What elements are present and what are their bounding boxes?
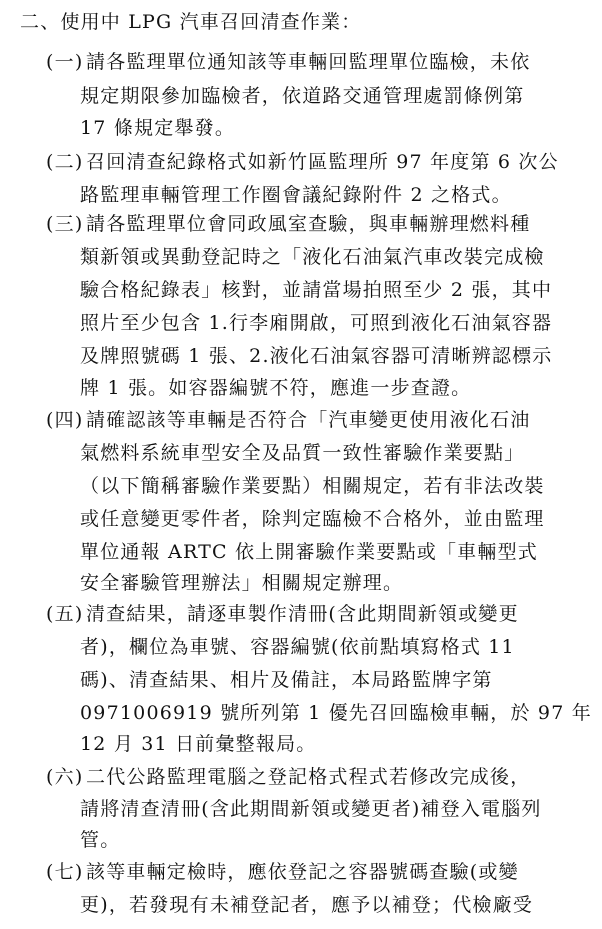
- item-6-line-3: 管。: [80, 829, 121, 851]
- item-7-line-1: 該等車輛定檢時，應依登記之容器號碼查驗(或變: [86, 861, 519, 883]
- item-label-5: (五): [46, 603, 84, 625]
- item-5-line-1: 清查結果，請逐車製作清冊(含此期間新領或變更: [86, 603, 519, 625]
- item-1-line-1: 請各監理單位通知該等車輛回監理單位臨檢，未依: [86, 51, 531, 73]
- item-2-line-1: 召回清查紀錄格式如新竹區監理所 97 年度第 6 次公: [86, 151, 559, 173]
- item-3-line-2: 類新領或異動登記時之「液化石油氣汽車改裝完成檢: [80, 246, 545, 268]
- item-5-line-5: 12 月 31 日前彙整報局。: [80, 733, 317, 755]
- item-5-line-2: 者)，欄位為車號、容器編號(依前點填寫格式 11: [80, 636, 515, 658]
- item-label-2: (二): [46, 151, 84, 173]
- item-label-7: (七): [46, 861, 84, 883]
- item-label-3: (三): [46, 213, 84, 235]
- item-2-line-2: 路監理車輛管理工作圈會議紀錄附件 2 之格式。: [80, 184, 512, 206]
- item-3-line-3: 驗合格紀錄表」核對，並請當場拍照至少 2 張，其中: [80, 279, 553, 301]
- item-1-line-2: 規定期限參加臨檢者，依道路交通管理處罰條例第: [80, 85, 525, 107]
- item-4-line-5: 單位通報 ARTC 依上開審驗作業要點或「車輛型式: [80, 541, 538, 563]
- item-4-line-4: 或任意變更零件者，除判定臨檢不合格外，並由監理: [80, 508, 545, 530]
- item-label-6: (六): [46, 766, 84, 788]
- item-3-line-1: 請各監理單位會同政風室查驗，與車輛辦理燃料種: [86, 213, 531, 235]
- item-4-line-3: （以下簡稱審驗作業要點）相關規定，若有非法改裝: [80, 475, 545, 497]
- item-1-line-3: 17 條規定舉發。: [80, 117, 236, 139]
- section-heading: 二、使用中 LPG 汽車召回清查作業：: [20, 11, 362, 33]
- item-label-4: (四): [46, 409, 84, 431]
- item-6-line-1: 二代公路監理電腦之登記格式程式若修改完成後，: [86, 766, 531, 788]
- item-5-line-3: 碼)、清查結果、相片及備註，本局路監牌字第: [80, 669, 493, 691]
- item-5-line-4: 0971006919 號所列第 1 優先召回臨檢車輛，於 97 年: [80, 702, 592, 724]
- item-label-1: (一): [46, 51, 84, 73]
- item-3-line-5: 及牌照號碼 1 張、2.液化石油氣容器可清晰辨認標示: [80, 345, 553, 367]
- item-7-line-2: 更)，若發現有未補登記者，應予以補登；代檢廠受: [80, 894, 534, 916]
- item-3-line-4: 照片至少包含 1.行李廂開啟，可照到液化石油氣容器: [80, 312, 553, 334]
- item-4-line-2: 氣燃料系統車型安全及品質一致性審驗作業要點」: [80, 442, 525, 464]
- item-3-line-6: 牌 1 張。如容器編號不符，應進一步查證。: [80, 377, 472, 399]
- item-6-line-2: 請將清查清冊(含此期間新領或變更者)補登入電腦列: [80, 798, 542, 820]
- item-4-line-6: 安全審驗管理辦法」相關規定辦理。: [80, 572, 404, 594]
- item-4-line-1: 請確認該等車輛是否符合「汽車變更使用液化石油: [86, 409, 531, 431]
